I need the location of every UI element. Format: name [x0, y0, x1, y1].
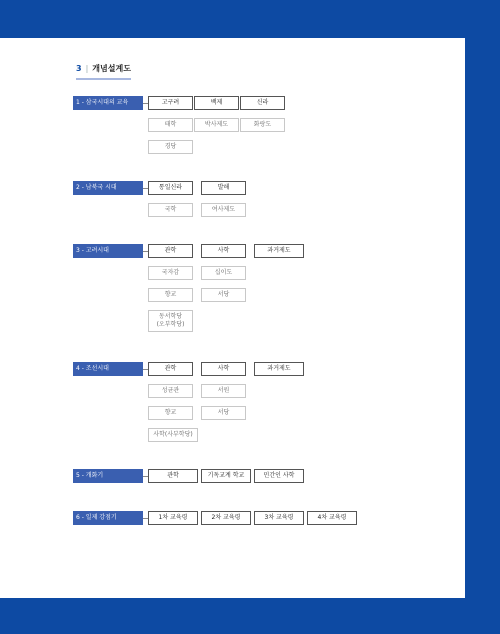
sub-box: 서당 [201, 288, 246, 302]
page-title [76, 63, 131, 80]
section-label: 2 - 남북국 시대 [73, 181, 143, 195]
sub-box: 향교 [148, 288, 193, 302]
sub-box: 향교 [148, 406, 193, 420]
main-box: 관학 [148, 362, 193, 376]
sub-box: 국학 [148, 203, 193, 217]
main-box: 과거제도 [254, 362, 304, 376]
main-box: 기독교계 학교 [201, 469, 251, 483]
main-box: 신라 [240, 96, 285, 110]
main-box: 4차 교육령 [307, 511, 357, 525]
page-title-separator: | [85, 64, 89, 73]
page-title-text: 개념설계도 [92, 64, 131, 73]
main-box: 사학 [201, 362, 246, 376]
sub-box: 동서학당 (오부학당) [148, 310, 193, 332]
section-label: 6 - 일제 강점기 [73, 511, 143, 525]
main-box: 민간인 사학 [254, 469, 304, 483]
sub-box: 국자감 [148, 266, 193, 280]
section-label: 3 - 고려시대 [73, 244, 143, 258]
main-box: 관학 [148, 244, 193, 258]
sub-box: 여사제도 [201, 203, 246, 217]
main-box: 백제 [194, 96, 239, 110]
section-label: 4 - 조선시대 [73, 362, 143, 376]
sub-box: 화랑도 [240, 118, 285, 132]
sub-box: 사학(사부학당) [148, 428, 198, 442]
main-box: 통일신라 [148, 181, 193, 195]
sub-box: 십이도 [201, 266, 246, 280]
sub-box: 박사제도 [194, 118, 239, 132]
sub-box: 서당 [201, 406, 246, 420]
sub-box: 태학 [148, 118, 193, 132]
main-box: 관학 [148, 469, 198, 483]
section-label: 5 - 개화기 [73, 469, 143, 483]
main-box: 사학 [201, 244, 246, 258]
section-label: 1 - 삼국시대의 교육 [73, 96, 143, 110]
main-box: 고구려 [148, 96, 193, 110]
main-box: 2차 교육령 [201, 511, 251, 525]
main-box: 1차 교육령 [148, 511, 198, 525]
page-title-number: 3 [76, 64, 82, 73]
main-box: 발해 [201, 181, 246, 195]
main-box: 과거제도 [254, 244, 304, 258]
sub-box: 성균관 [148, 384, 193, 398]
main-box: 3차 교육령 [254, 511, 304, 525]
sub-box: 서원 [201, 384, 246, 398]
sub-box: 경당 [148, 140, 193, 154]
